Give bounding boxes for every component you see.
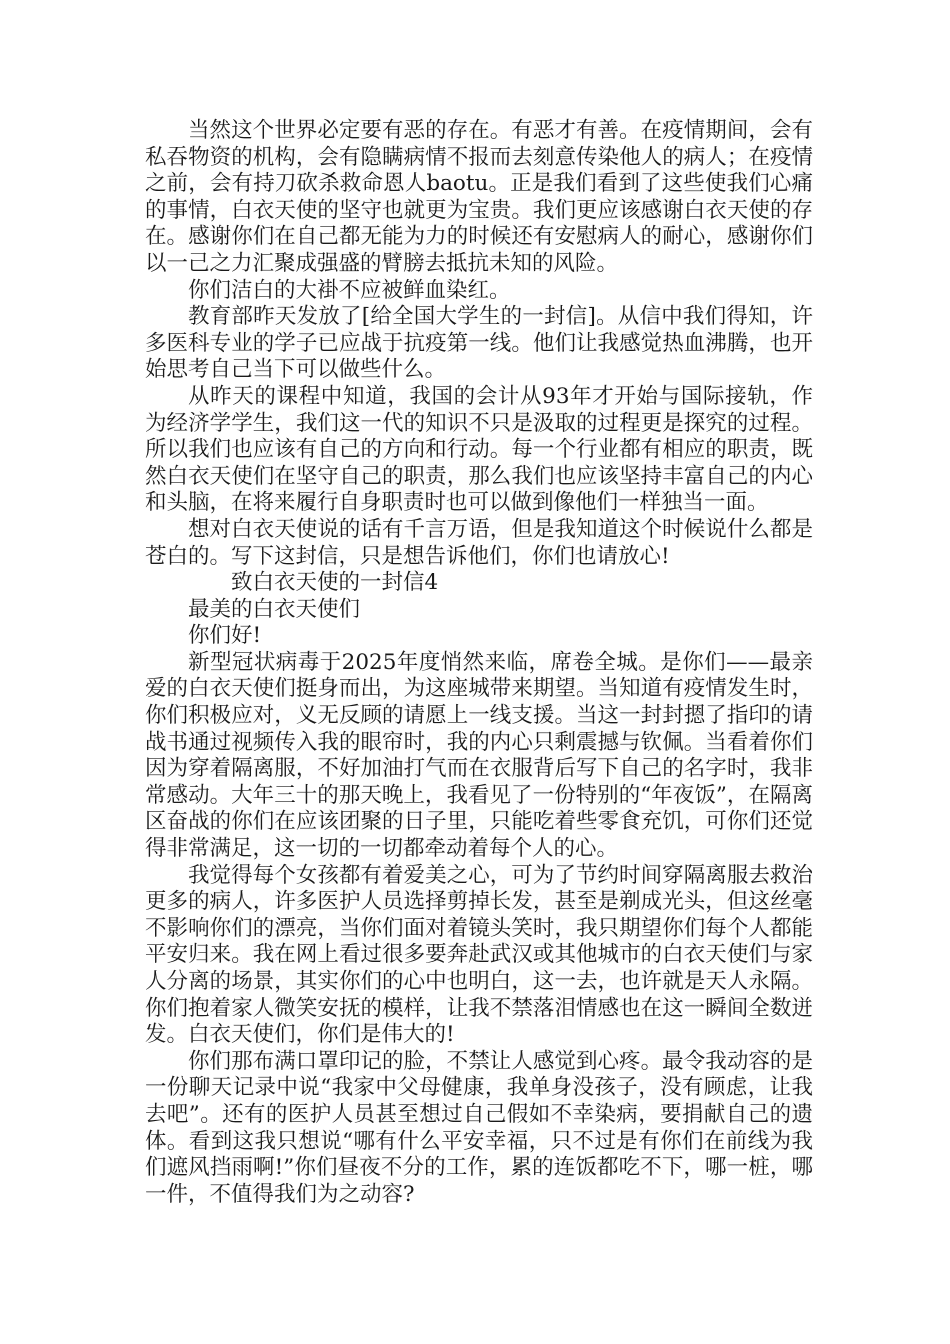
paragraph: 从昨天的课程中知道，我国的会计从93年才开始与国际接轨，作为经济学学生，我们这一代的知识不只是汲取的过程更是探究的过程。所以我们也应该有自己的方向和行动。每一个行业都有相应的职责，既然白衣天使们在坚守自己的职责，那么我们也应该坚持丰富自己的内心和头脑，在将来履行自身职责时也可以做到像他们一样独当一面。 (145, 383, 813, 516)
letter-greeting: 你们好! (188, 623, 262, 649)
section-title: 致白衣天使的一封信4 (231, 570, 439, 596)
paragraph: 你们那布满口罩印记的脸，不禁让人感觉到心疼。最令我动容的是一份聊天记录中说“我家中父母健康，我单身没孩子，没有顾虑，让我去吧”。还有的医护人员甚至想过自己假如不幸染病，要捐献自己的遗体。看到这我只想说“哪有什么平安幸福，只不过是有你们在前线为我们遮风挡雨啊!”你们昼夜不分的工作，累的连饭都吃不下，哪一桩，哪一件，不值得我们为之动容? (145, 1048, 813, 1207)
document-page (145, 118, 813, 1208)
letter-salutation: 最美的白衣天使们 (188, 596, 361, 622)
paragraph: 我觉得每个女孩都有着爱美之心，可为了节约时间穿隔离服去救治更多的病人，许多医护人员选择剪掉长发，甚至是剃成光头，但这丝毫不影响你们的漂亮，当你们面对着镜头笑时，我只期望你们每个人都能平安归来。我在网上看过很多要奔赴武汉或其他城市的白衣天使们与家人分离的场景，其实你们的心中也明白，这一去，也许就是天人永隔。你们抱着家人微笑安抚的模样，让我不禁落泪情感也在这一瞬间全数迸发。白衣天使们，你们是伟大的! (145, 862, 813, 1048)
paragraph: 当然这个世界必定要有恶的存在。有恶才有善。在疫情期间，会有私吞物资的机构，会有隐瞒病情不报而去刻意传染他人的病人；在疫情之前，会有持刀砍杀救命恩人baotu。正是我们看到了这些使我们心痛的事情，白衣天使的坚守也就更为宝贵。我们更应该感谢白衣天使的存在。感谢你们在自己都无能为力的时候还有安慰病人的耐心，感谢你们以一己之力汇聚成强盛的臂膀去抵抗未知的风险。 (145, 118, 813, 276)
paragraph: 新型冠状病毒于2025年度悄然来临，席卷全城。是你们——最亲爱的白衣天使们挺身而出，为这座城带来期望。当知道有疫情发生时，你们积极应对，义无反顾的请愿上一线支援。当这一封封摁了指印的请战书通过视频传入我的眼帘时，我的内心只剩震撼与钦佩。当看着你们因为穿着隔离服，不好加油打气而在衣服背后写下自己的名字时，我非常感动。大年三十的那天晚上，我看见了一份特别的“年夜饭”，在隔离区奋战的你们在应该团聚的日子里，只能吃着些零食充饥，可你们还觉得非常满足，这一切的一切都牵动着每个人的心。 (145, 649, 813, 862)
paragraph: 想对白衣天使说的话有千言万语，但是我知道这个时候说什么都是苍白的。写下这封信，只是想告诉他们，你们也请放心! (145, 516, 813, 569)
paragraph: 教育部昨天发放了[给全国大学生的一封信]。从信中我们得知，许多医科专业的学子已应战于抗疫第一线。他们让我感觉热血沸腾，也开始思考自己当下可以做些什么。 (145, 304, 813, 383)
paragraph: 你们洁白的大褂不应被鲜血染红。 (188, 277, 511, 303)
